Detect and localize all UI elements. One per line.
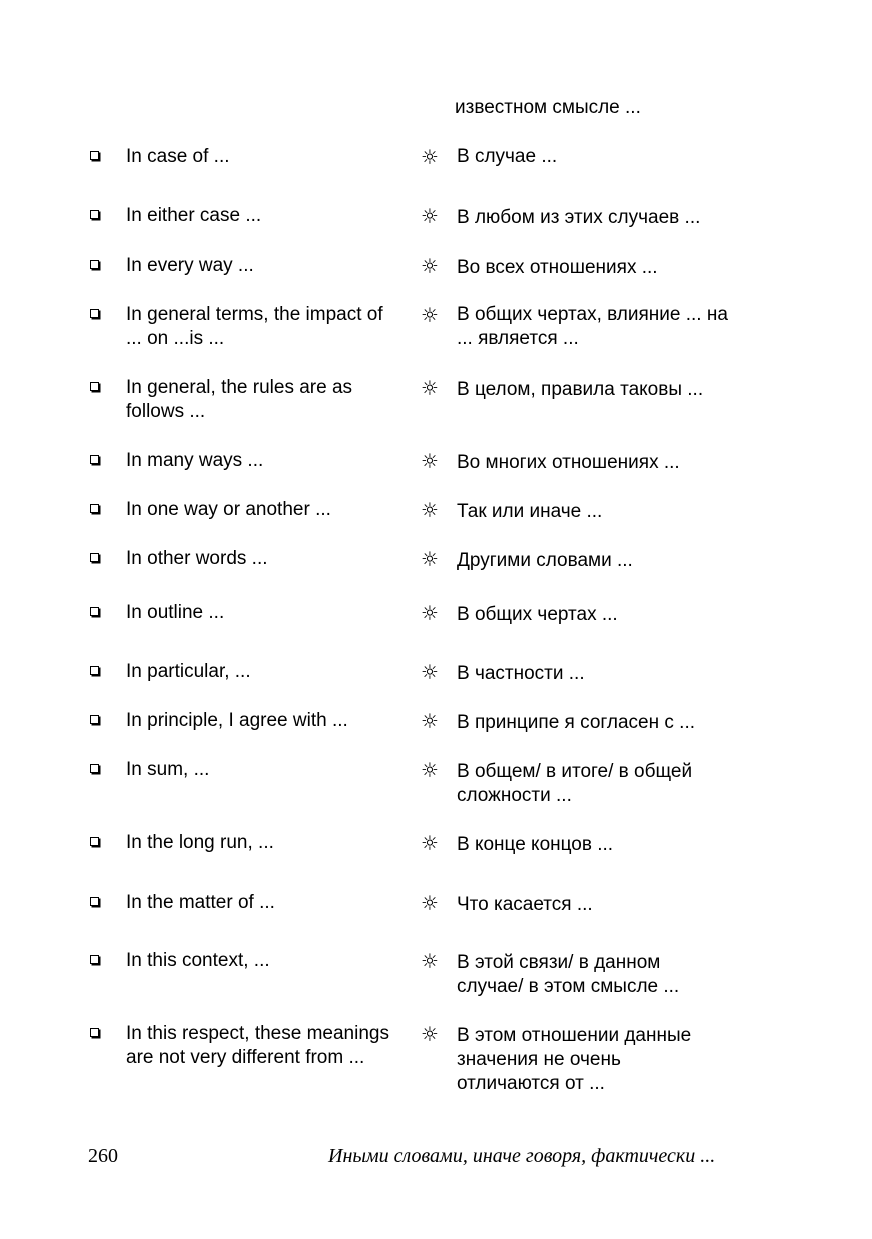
checkbox-icon (90, 382, 99, 391)
continuation-text: известном смысле ... (455, 97, 641, 118)
russian-translation: В целом, правила таковы ... (457, 379, 704, 400)
russian-translation: Во многих отношениях ... (457, 452, 680, 473)
russian-translation: Во всех отношениях ... (457, 257, 658, 278)
english-phrase: In the matter of ... (126, 892, 275, 913)
english-phrase: In case of ... (126, 146, 230, 167)
sun-icon: ☼ (421, 891, 439, 915)
russian-translation: В этом отношении данные значения не очень отличаются от ... (457, 1025, 692, 1094)
checkbox-icon (90, 210, 99, 219)
sun-icon: ☼ (421, 145, 439, 169)
checkbox-icon (90, 151, 99, 160)
english-phrase: In sum, ... (126, 759, 210, 780)
english-phrase: In this respect, these meanings are not very different from ... (126, 1023, 389, 1068)
russian-translation: В конце концов ... (457, 834, 614, 855)
checkbox-icon (90, 764, 99, 773)
checkbox-icon (90, 455, 99, 464)
english-phrase: In every way ... (126, 255, 254, 276)
russian-translation: В общем/ в итоге/ в общей сложности ... (457, 761, 693, 806)
english-phrase: In one way or another ... (126, 499, 331, 520)
checkbox-icon (90, 666, 99, 675)
checkbox-icon (90, 715, 99, 724)
running-title: Иными словами, иначе говоря, фактически ... (328, 1145, 716, 1167)
sun-icon: ☼ (421, 254, 439, 278)
russian-translation: В любом из этих случаев ... (457, 207, 701, 228)
checkbox-icon (90, 837, 99, 846)
checkbox-icon (90, 607, 99, 616)
russian-translation: В случае ... (457, 146, 558, 167)
english-phrase: In outline ... (126, 602, 225, 623)
checkbox-icon (90, 260, 99, 269)
sun-icon: ☼ (421, 498, 439, 522)
checkbox-icon (90, 309, 99, 318)
english-phrase: In other words ... (126, 548, 268, 569)
english-phrase: In many ways ... (126, 450, 264, 471)
english-phrase: In either case ... (126, 205, 262, 226)
english-phrase: In particular, ... (126, 661, 251, 682)
page-number: 260 (88, 1145, 118, 1167)
english-phrase: In general terms, the impact of ... on ...is ... (126, 304, 383, 349)
russian-translation: В частности ... (457, 663, 585, 684)
russian-translation: Другими словами ... (457, 550, 633, 571)
checkbox-icon (90, 553, 99, 562)
sun-icon: ☼ (421, 1022, 439, 1046)
sun-icon: ☼ (421, 547, 439, 571)
checkbox-icon (90, 897, 99, 906)
checkbox-icon (90, 955, 99, 964)
english-phrase: In principle, I agree with ... (126, 710, 348, 731)
checkbox-icon (90, 1028, 99, 1037)
sun-icon: ☼ (421, 949, 439, 973)
sun-icon: ☼ (421, 303, 439, 327)
sun-icon: ☼ (421, 831, 439, 855)
sun-icon: ☼ (421, 660, 439, 684)
russian-translation: В общих чертах ... (457, 604, 618, 625)
sun-icon: ☼ (421, 204, 439, 228)
russian-translation: Что касается ... (457, 894, 593, 915)
english-phrase: In general, the rules are as follows ... (126, 377, 353, 422)
sun-icon: ☼ (421, 601, 439, 625)
english-phrase: In the long run, ... (126, 832, 274, 853)
sun-icon: ☼ (421, 758, 439, 782)
english-phrase: In this context, ... (126, 950, 270, 971)
russian-translation: Так или иначе ... (457, 501, 603, 522)
russian-translation: В этой связи/ в данном случае/ в этом смысле ... (457, 952, 680, 997)
russian-translation: В общих чертах, влияние ... на ... является ... (457, 304, 728, 349)
checkbox-icon (90, 504, 99, 513)
sun-icon: ☼ (421, 449, 439, 473)
sun-icon: ☼ (421, 709, 439, 733)
sun-icon: ☼ (421, 376, 439, 400)
russian-translation: В принципе я согласен с ... (457, 712, 696, 733)
